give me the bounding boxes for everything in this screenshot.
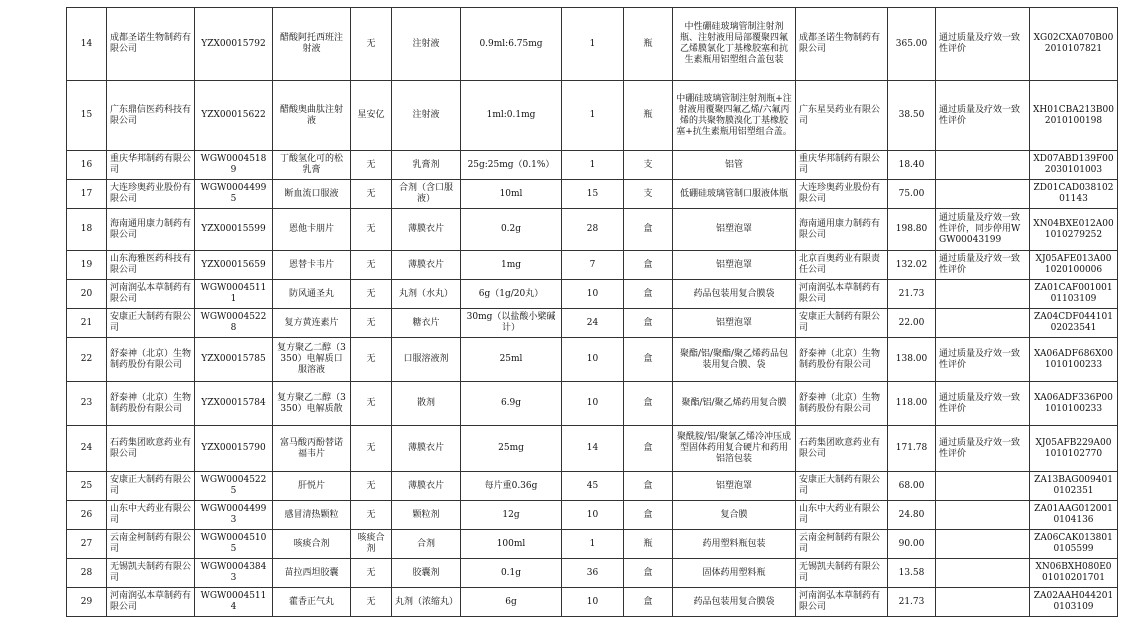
row-number-cell: 26 <box>67 501 107 530</box>
trade-name-cell: 无 <box>351 180 392 209</box>
manufacturer-cell: 山东中大药业有限公司 <box>796 501 888 530</box>
row-number-cell: 16 <box>67 151 107 180</box>
specification-cell: 每片重0.36g <box>461 472 562 501</box>
table-row <box>67 501 1118 530</box>
drug-name-cell: 复方聚乙二醇（3350）电解质散 <box>273 382 351 426</box>
table-row <box>67 280 1118 309</box>
unit-cell: 盒 <box>624 209 673 251</box>
drug-id-cell: ZA13BAG0094010102351 <box>1030 472 1118 501</box>
unit-cell: 盒 <box>624 472 673 501</box>
row-number-cell: 24 <box>67 426 107 472</box>
manufacturer-cell: 舒泰神（北京）生物制药股份有限公司 <box>796 338 888 382</box>
unit-cell: 盒 <box>624 588 673 617</box>
price-cell: 21.73 <box>888 588 936 617</box>
packaging-material-cell: 聚酰胺/铝/聚氯乙烯冷冲压成型固体药用复合硬片和药用铝箔包装 <box>673 426 796 472</box>
applicant-cell: 河南润弘本草制药有限公司 <box>107 588 195 617</box>
table-row <box>67 559 1118 588</box>
unit-cell: 瓶 <box>624 8 673 81</box>
dosage-form-cell: 注射液 <box>392 8 461 81</box>
remark-cell <box>936 472 1030 501</box>
row-number-cell: 29 <box>67 588 107 617</box>
remark-cell <box>936 151 1030 180</box>
packaging-material-cell: 聚酯/铝/聚酯/聚乙烯药品包装用复合膜、袋 <box>673 338 796 382</box>
specification-cell: 25ml <box>461 338 562 382</box>
price-cell: 365.00 <box>888 8 936 81</box>
remark-cell: 通过质量及疗效一致性评价 <box>936 81 1030 151</box>
price-cell: 13.58 <box>888 559 936 588</box>
drug-name-cell: 醋酸奥曲肽注射液 <box>273 81 351 151</box>
applicant-cell: 石药集团欧意药业有限公司 <box>107 426 195 472</box>
row-number-cell: 21 <box>67 309 107 338</box>
remark-cell: 通过质量及疗效一致性评价 <box>936 382 1030 426</box>
dosage-form-cell: 颗粒剂 <box>392 501 461 530</box>
table-row <box>67 472 1118 501</box>
remark-cell: 通过质量及疗效一致性评价 <box>936 426 1030 472</box>
dosage-form-cell: 胶囊剂 <box>392 559 461 588</box>
row-number-cell: 27 <box>67 530 107 559</box>
packaging-material-cell: 铝管 <box>673 151 796 180</box>
conversion-qty-cell: 10 <box>562 588 624 617</box>
dosage-form-cell: 口服溶液剂 <box>392 338 461 382</box>
manufacturer-cell: 安康正大制药有限公司 <box>796 472 888 501</box>
product-code-cell: WGW00043843 <box>195 559 273 588</box>
product-code-cell: YZX00015622 <box>195 81 273 151</box>
dosage-form-cell: 薄膜衣片 <box>392 209 461 251</box>
drug-id-cell: XG02CXA070B002010107821 <box>1030 8 1118 81</box>
remark-cell <box>936 501 1030 530</box>
unit-cell: 盒 <box>624 426 673 472</box>
drug-id-cell: ZA01AAG0120010104136 <box>1030 501 1118 530</box>
applicant-cell: 山东中大药业有限公司 <box>107 501 195 530</box>
remark-cell <box>936 309 1030 338</box>
conversion-qty-cell: 1 <box>562 81 624 151</box>
applicant-cell: 山东海雅医药科技有限公司 <box>107 251 195 280</box>
conversion-qty-cell: 36 <box>562 559 624 588</box>
packaging-material-cell: 中性硼硅玻璃管制注射剂瓶、注射液用局部覆聚四氟乙烯膜氯化丁基橡胶塞和抗生素瓶用铝塑组合盖包装 <box>673 8 796 81</box>
table-row <box>67 588 1118 617</box>
manufacturer-cell: 成都圣诺生物制药有限公司 <box>796 8 888 81</box>
trade-name-cell: 无 <box>351 251 392 280</box>
conversion-qty-cell: 1 <box>562 530 624 559</box>
trade-name-cell: 咳痰合剂 <box>351 530 392 559</box>
trade-name-cell: 无 <box>351 472 392 501</box>
price-cell: 132.02 <box>888 251 936 280</box>
manufacturer-cell: 北京百奥药业有限责任公司 <box>796 251 888 280</box>
product-code-cell: YZX00015792 <box>195 8 273 81</box>
unit-cell: 盒 <box>624 251 673 280</box>
row-number-cell: 17 <box>67 180 107 209</box>
specification-cell: 6g（1g/20丸） <box>461 280 562 309</box>
dosage-form-cell: 糖衣片 <box>392 309 461 338</box>
applicant-cell: 成都圣诺生物制药有限公司 <box>107 8 195 81</box>
remark-cell <box>936 530 1030 559</box>
remark-cell <box>936 280 1030 309</box>
product-code-cell: WGW00044993 <box>195 501 273 530</box>
remark-cell: 通过质量及疗效一致性评价 <box>936 251 1030 280</box>
conversion-qty-cell: 10 <box>562 338 624 382</box>
drug-name-cell: 恩他卡朋片 <box>273 209 351 251</box>
specification-cell: 100ml <box>461 530 562 559</box>
table-row <box>67 180 1118 209</box>
applicant-cell: 海南通用康力制药有限公司 <box>107 209 195 251</box>
product-code-cell: WGW00045114 <box>195 588 273 617</box>
packaging-material-cell: 低硼硅玻璃管制口服液体瓶 <box>673 180 796 209</box>
manufacturer-cell: 云南金柯制药有限公司 <box>796 530 888 559</box>
dosage-form-cell: 散剂 <box>392 382 461 426</box>
packaging-material-cell: 药用塑料瓶包装 <box>673 530 796 559</box>
dosage-form-cell: 注射液 <box>392 81 461 151</box>
unit-cell: 盒 <box>624 382 673 426</box>
price-cell: 171.78 <box>888 426 936 472</box>
specification-cell: 25mg <box>461 426 562 472</box>
dosage-form-cell: 薄膜衣片 <box>392 472 461 501</box>
specification-cell: 10ml <box>461 180 562 209</box>
drug-id-cell: XD07ABD139F002030101003 <box>1030 151 1118 180</box>
dosage-form-cell: 薄膜衣片 <box>392 251 461 280</box>
trade-name-cell: 无 <box>351 209 392 251</box>
conversion-qty-cell: 7 <box>562 251 624 280</box>
price-cell: 90.00 <box>888 530 936 559</box>
product-code-cell: WGW00045189 <box>195 151 273 180</box>
price-cell: 22.00 <box>888 309 936 338</box>
table-row <box>67 81 1118 151</box>
drug-name-cell: 复方黄连素片 <box>273 309 351 338</box>
table-row <box>67 8 1118 81</box>
drug-name-cell: 咳痰合剂 <box>273 530 351 559</box>
drug-id-cell: XH01CBA213B002010100198 <box>1030 81 1118 151</box>
table-row <box>67 530 1118 559</box>
remark-cell <box>936 559 1030 588</box>
table-row <box>67 209 1118 251</box>
drug-name-cell: 肝悦片 <box>273 472 351 501</box>
row-number-cell: 22 <box>67 338 107 382</box>
remark-cell <box>936 180 1030 209</box>
drug-id-cell: XA06ADF686X001010100233 <box>1030 338 1118 382</box>
packaging-material-cell: 中硼硅玻璃管制注射剂瓶+注射液用覆聚四氟乙烯/六氟丙烯的共聚物膜溴化丁基橡胶塞+抗生素瓶用铝塑组合盖。 <box>673 81 796 151</box>
packaging-material-cell: 药品包装用复合膜袋 <box>673 588 796 617</box>
trade-name-cell: 星安亿 <box>351 81 392 151</box>
price-cell: 75.00 <box>888 180 936 209</box>
trade-name-cell: 无 <box>351 588 392 617</box>
packaging-material-cell: 聚酯/铝/聚乙烯药用复合膜 <box>673 382 796 426</box>
applicant-cell: 云南金柯制药有限公司 <box>107 530 195 559</box>
drug-name-cell: 复方聚乙二醇（3350）电解质口服溶液 <box>273 338 351 382</box>
drug-id-cell: XJ05AFB229A001010102770 <box>1030 426 1118 472</box>
dosage-form-cell: 乳膏剂 <box>392 151 461 180</box>
drug-id-cell: XN04BXE012A001010279252 <box>1030 209 1118 251</box>
packaging-material-cell: 铝塑泡罩 <box>673 309 796 338</box>
manufacturer-cell: 大连珍奥药业股份有限公司 <box>796 180 888 209</box>
row-number-cell: 20 <box>67 280 107 309</box>
applicant-cell: 河南润弘本草制药有限公司 <box>107 280 195 309</box>
manufacturer-cell: 重庆华邦制药有限公司 <box>796 151 888 180</box>
specification-cell: 6.9g <box>461 382 562 426</box>
specification-cell: 1ml:0.1mg <box>461 81 562 151</box>
unit-cell: 盒 <box>624 280 673 309</box>
specification-cell: 0.1g <box>461 559 562 588</box>
specification-cell: 6g <box>461 588 562 617</box>
conversion-qty-cell: 10 <box>562 382 624 426</box>
packaging-material-cell: 复合膜 <box>673 501 796 530</box>
packaging-material-cell: 铝塑泡罩 <box>673 251 796 280</box>
applicant-cell: 舒泰神（北京）生物制药股份有限公司 <box>107 338 195 382</box>
drug-name-cell: 感冒清热颗粒 <box>273 501 351 530</box>
trade-name-cell: 无 <box>351 280 392 309</box>
row-number-cell: 15 <box>67 81 107 151</box>
table-row <box>67 251 1118 280</box>
price-cell: 138.00 <box>888 338 936 382</box>
product-code-cell: YZX00015599 <box>195 209 273 251</box>
conversion-qty-cell: 1 <box>562 151 624 180</box>
trade-name-cell: 无 <box>351 382 392 426</box>
manufacturer-cell: 石药集团欧意药业有限公司 <box>796 426 888 472</box>
remark-cell: 通过质量及疗效一致性评价 <box>936 8 1030 81</box>
specification-cell: 30mg（以盐酸小檗碱计） <box>461 309 562 338</box>
applicant-cell: 重庆华邦制药有限公司 <box>107 151 195 180</box>
unit-cell: 盒 <box>624 559 673 588</box>
unit-cell: 支 <box>624 151 673 180</box>
unit-cell: 盒 <box>624 501 673 530</box>
product-code-cell: WGW00045228 <box>195 309 273 338</box>
packaging-material-cell: 铝塑泡罩 <box>673 209 796 251</box>
row-number-cell: 18 <box>67 209 107 251</box>
drug-name-cell: 醋酸阿托西班注射液 <box>273 8 351 81</box>
product-code-cell: YZX00015785 <box>195 338 273 382</box>
drug-name-cell: 丁酸氢化可的松乳膏 <box>273 151 351 180</box>
conversion-qty-cell: 14 <box>562 426 624 472</box>
remark-cell: 通过质量及疗效一致性评价 <box>936 338 1030 382</box>
row-number-cell: 19 <box>67 251 107 280</box>
drug-name-cell: 断血流口服液 <box>273 180 351 209</box>
specification-cell: 0.9ml:6.75mg <box>461 8 562 81</box>
price-cell: 38.50 <box>888 81 936 151</box>
trade-name-cell: 无 <box>351 559 392 588</box>
dosage-form-cell: 薄膜衣片 <box>392 426 461 472</box>
drug-name-cell: 富马酸丙酚替诺福韦片 <box>273 426 351 472</box>
manufacturer-cell: 舒泰神（北京）生物制药股份有限公司 <box>796 382 888 426</box>
price-cell: 18.40 <box>888 151 936 180</box>
table-row <box>67 426 1118 472</box>
product-code-cell: YZX00015659 <box>195 251 273 280</box>
table-row <box>67 338 1118 382</box>
price-cell: 24.80 <box>888 501 936 530</box>
table-body <box>67 8 1118 617</box>
row-number-cell: 23 <box>67 382 107 426</box>
specification-cell: 12g <box>461 501 562 530</box>
unit-cell: 盒 <box>624 309 673 338</box>
row-number-cell: 14 <box>67 8 107 81</box>
table-row <box>67 309 1118 338</box>
drug-id-cell: ZA02AAH0442010103109 <box>1030 588 1118 617</box>
conversion-qty-cell: 1 <box>562 8 624 81</box>
row-number-cell: 28 <box>67 559 107 588</box>
drug-id-cell: ZA06CAK0138010105599 <box>1030 530 1118 559</box>
remark-cell: 通过质量及疗效一致性评价，同步停用WGW00043199 <box>936 209 1030 251</box>
manufacturer-cell: 海南通用康力制药有限公司 <box>796 209 888 251</box>
remark-cell <box>936 588 1030 617</box>
product-code-cell: WGW00045105 <box>195 530 273 559</box>
manufacturer-cell: 无锡凯夫制药有限公司 <box>796 559 888 588</box>
applicant-cell: 大连珍奥药业股份有限公司 <box>107 180 195 209</box>
trade-name-cell: 无 <box>351 338 392 382</box>
drug-id-cell: XN06BXH080E001010201701 <box>1030 559 1118 588</box>
trade-name-cell: 无 <box>351 426 392 472</box>
product-code-cell: WGW00044995 <box>195 180 273 209</box>
dosage-form-cell: 合剂 <box>392 530 461 559</box>
applicant-cell: 广东鼎信医药科技有限公司 <box>107 81 195 151</box>
product-code-cell: WGW00045111 <box>195 280 273 309</box>
trade-name-cell: 无 <box>351 309 392 338</box>
price-cell: 118.00 <box>888 382 936 426</box>
conversion-qty-cell: 45 <box>562 472 624 501</box>
packaging-material-cell: 固体药用塑料瓶 <box>673 559 796 588</box>
drug-id-cell: XJ05AFE013A001020100006 <box>1030 251 1118 280</box>
conversion-qty-cell: 10 <box>562 501 624 530</box>
trade-name-cell: 无 <box>351 501 392 530</box>
manufacturer-cell: 河南润弘本草制药有限公司 <box>796 280 888 309</box>
product-code-cell: WGW00045225 <box>195 472 273 501</box>
drug-price-table <box>66 7 1118 617</box>
drug-name-cell: 藿香正气丸 <box>273 588 351 617</box>
dosage-form-cell: 丸剂（水丸） <box>392 280 461 309</box>
packaging-material-cell: 铝塑泡罩 <box>673 472 796 501</box>
unit-cell: 瓶 <box>624 530 673 559</box>
unit-cell: 支 <box>624 180 673 209</box>
manufacturer-cell: 广东星昊药业有限公司 <box>796 81 888 151</box>
price-cell: 21.73 <box>888 280 936 309</box>
specification-cell: 0.2g <box>461 209 562 251</box>
table-row <box>67 382 1118 426</box>
conversion-qty-cell: 10 <box>562 280 624 309</box>
unit-cell: 盒 <box>624 338 673 382</box>
price-cell: 198.80 <box>888 209 936 251</box>
conversion-qty-cell: 24 <box>562 309 624 338</box>
product-code-cell: YZX00015784 <box>195 382 273 426</box>
packaging-material-cell: 药品包装用复合膜袋 <box>673 280 796 309</box>
drug-id-cell: ZA04CDF04410102023541 <box>1030 309 1118 338</box>
trade-name-cell: 无 <box>351 151 392 180</box>
drug-name-cell: 苗拉西坦胶囊 <box>273 559 351 588</box>
dosage-form-cell: 丸剂（浓缩丸） <box>392 588 461 617</box>
applicant-cell: 安康正大制药有限公司 <box>107 472 195 501</box>
applicant-cell: 安康正大制药有限公司 <box>107 309 195 338</box>
product-code-cell: YZX00015790 <box>195 426 273 472</box>
conversion-qty-cell: 15 <box>562 180 624 209</box>
drug-name-cell: 防风通圣丸 <box>273 280 351 309</box>
drug-id-cell: XA06ADF336P001010100233 <box>1030 382 1118 426</box>
conversion-qty-cell: 28 <box>562 209 624 251</box>
specification-cell: 25g:25mg（0.1%） <box>461 151 562 180</box>
row-number-cell: 25 <box>67 472 107 501</box>
unit-cell: 瓶 <box>624 81 673 151</box>
price-cell: 68.00 <box>888 472 936 501</box>
drug-id-cell: ZD01CAD03810201143 <box>1030 180 1118 209</box>
drug-name-cell: 恩替卡韦片 <box>273 251 351 280</box>
manufacturer-cell: 安康正大制药有限公司 <box>796 309 888 338</box>
drug-id-cell: ZA01CAF00100101103109 <box>1030 280 1118 309</box>
table-row <box>67 151 1118 180</box>
applicant-cell: 舒泰神（北京）生物制药股份有限公司 <box>107 382 195 426</box>
manufacturer-cell: 河南润弘本草制药有限公司 <box>796 588 888 617</box>
specification-cell: 1mg <box>461 251 562 280</box>
applicant-cell: 无锡凯夫制药有限公司 <box>107 559 195 588</box>
trade-name-cell: 无 <box>351 8 392 81</box>
dosage-form-cell: 合剂（含口服液） <box>392 180 461 209</box>
